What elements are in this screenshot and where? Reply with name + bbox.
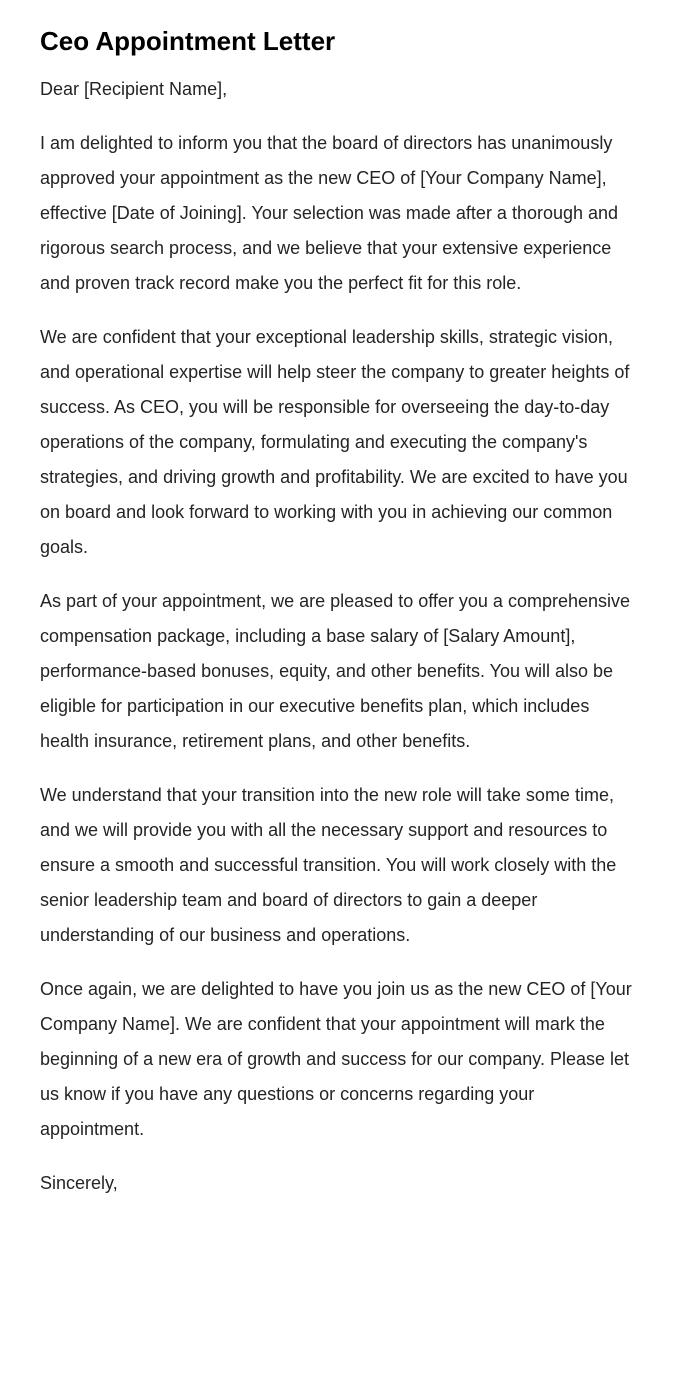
closing: Sincerely,: [40, 1173, 118, 1193]
letter-paragraph-welcome: Once again, we are delighted to have you join us as the new CEO of [Your Company Name]. We are confident that your appointment will mark the beginning of a new era of growth and success for our company. Please let us know if you have any questions or concerns regarding your appointment.: [40, 979, 632, 1139]
letter-paragraph-responsibilities: We are confident that your exceptional leadership skills, strategic vision, and operational expertise will help steer the company to greater heights of success. As CEO, you will be responsible for overseeing the day-to-day operations of the company, formulating and executing the company's strategies, and driving growth and profitability. We are excited to have you on board and look forward to working with you in achieving our common goals.: [40, 327, 630, 557]
salutation: Dear [Recipient Name],: [40, 79, 228, 99]
letter-paragraph-compensation: As part of your appointment, we are pleased to offer you a comprehensive compensation package, including a base salary of [Salary Amount], performance-based bonuses, equity, and other benefits. You will also be eligible for participation in our executive benefits plan, which includes health insurance, retirement plans, and other benefits.: [40, 591, 631, 751]
page-title: Ceo Appointment Letter: [40, 26, 336, 56]
letter-paragraph-transition: We understand that your transition into the new role will take some time, and we will provide you with all the necessary support and resources to ensure a smooth and successful transition. You will work closely with the senior leadership team and board of directors to gain a deeper understanding of our business and operations.: [40, 785, 617, 945]
letter-paragraph-appointment: I am delighted to inform you that the board of directors has unanimously approved your appointment as the new CEO of [Your Company Name], effective [Date of Joining]. Your selection was made after a thorough and rigorous search process, and we believe that your extensive experience and proven track record make you the perfect fit for this role.: [40, 133, 619, 293]
